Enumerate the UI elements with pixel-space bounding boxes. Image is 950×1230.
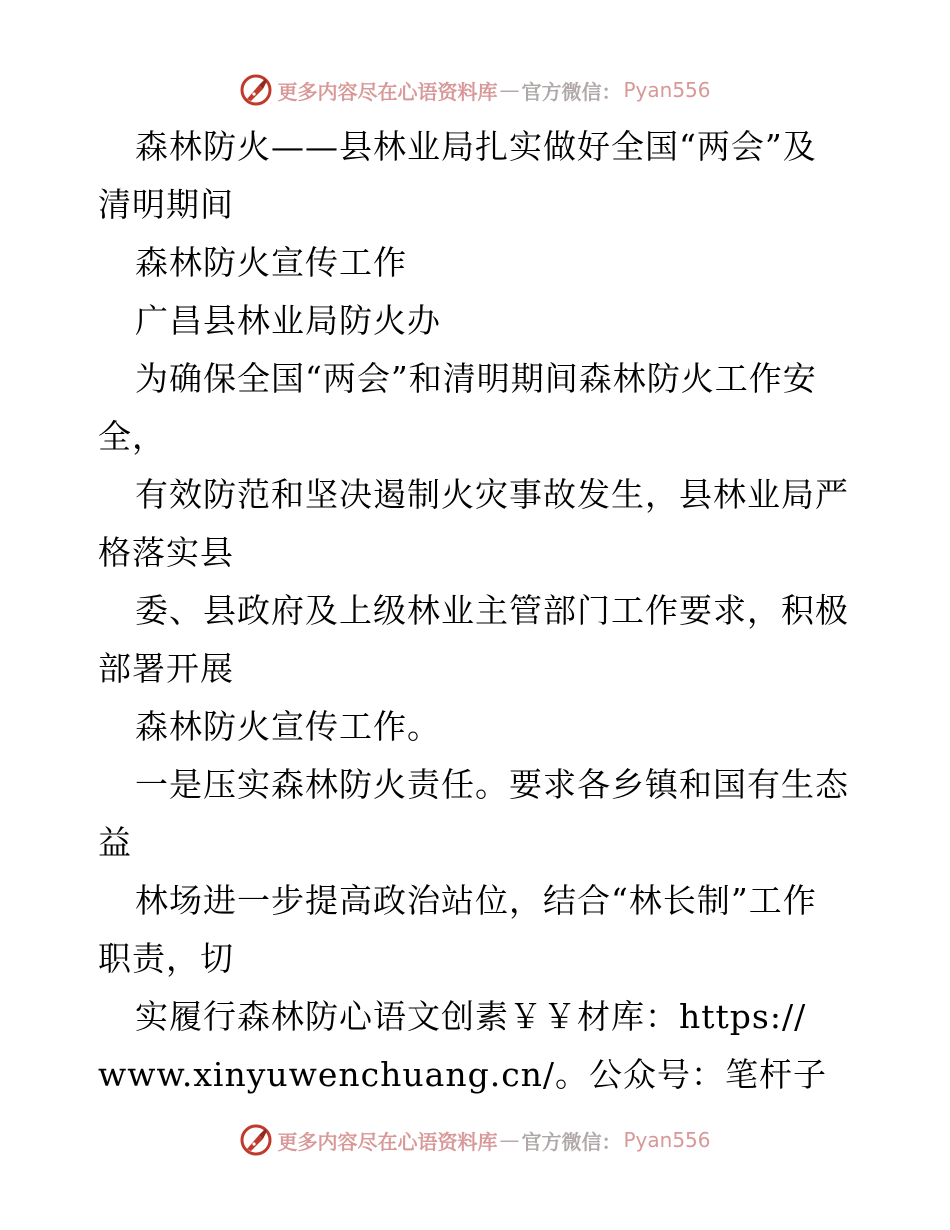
text-line: 部署开展 bbox=[98, 649, 234, 688]
text-line: 森林防火宣传工作 bbox=[135, 243, 407, 282]
header-wechat-id: Pyan556 bbox=[623, 78, 711, 102]
text-line: 格落实县 bbox=[98, 533, 234, 572]
footer-banner-text: 更多内容尽在心语资料库 bbox=[277, 1129, 498, 1154]
header-official-label: 官方微信： bbox=[521, 79, 622, 104]
header-banner bbox=[0, 70, 950, 110]
text-line: 林场进一步提高政治站位，结合“林长制”工作 bbox=[135, 881, 817, 920]
text-line: 实履行森林防心语文创素￥￥材库：https:// bbox=[135, 997, 807, 1036]
text-line: 为确保全国“两会”和清明期间森林防火工作安 bbox=[135, 359, 817, 398]
footer-wechat-id: Pyan556 bbox=[623, 1128, 711, 1152]
text-line: www.xinyuwenchuang.cn/。公众号：笔杆子 bbox=[98, 1055, 828, 1094]
text-line: 广昌县林业局防火办 bbox=[135, 301, 441, 340]
header-banner-text: 更多内容尽在心语资料库 bbox=[277, 79, 498, 104]
text-line: 有效防范和坚决遏制火灾事故发生，县林业局严 bbox=[135, 475, 849, 514]
text-line: 全， bbox=[98, 417, 166, 456]
footer-banner-dash: — bbox=[499, 1128, 520, 1152]
footer-official-label: 官方微信： bbox=[521, 1129, 622, 1154]
text-line: 清明期间 bbox=[98, 185, 234, 224]
header-banner-dash: — bbox=[499, 78, 520, 102]
text-line: 一是压实森林防火责任。要求各乡镇和国有生态 bbox=[135, 765, 849, 804]
text-line: 职责，切 bbox=[98, 939, 234, 978]
text-line: 委、县政府及上级林业主管部门工作要求，积极 bbox=[135, 591, 849, 630]
pen-nib-logo-icon bbox=[239, 1123, 273, 1157]
text-line: 益 bbox=[98, 823, 132, 862]
text-line: 森林防火宣传工作。 bbox=[135, 707, 441, 746]
pen-nib-logo-icon bbox=[239, 73, 273, 107]
footer-banner bbox=[0, 1120, 950, 1160]
text-line: 森林防火——县林业局扎实做好全国“两会”及 bbox=[135, 127, 817, 166]
